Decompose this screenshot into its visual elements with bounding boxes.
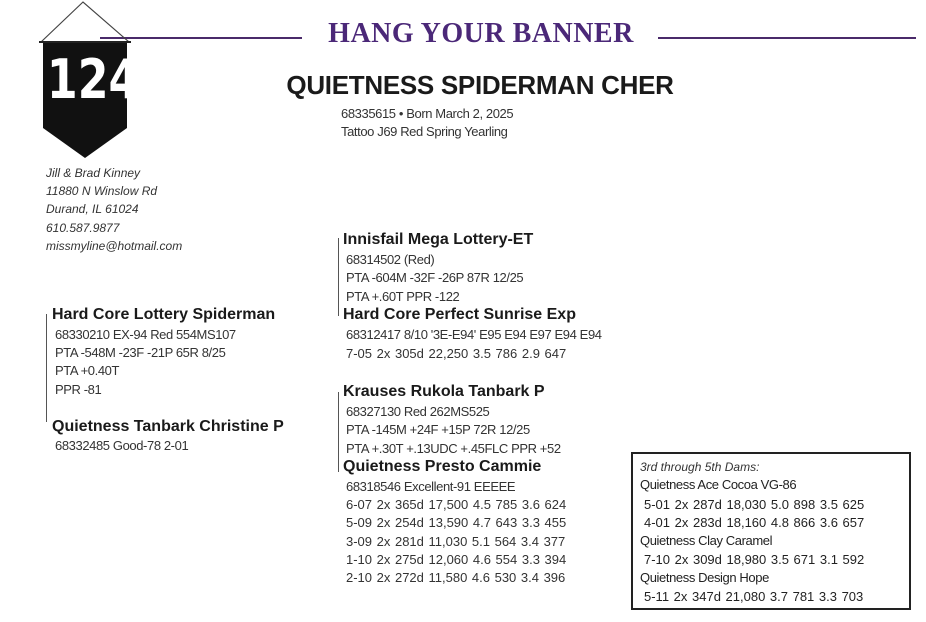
pedigree-bracket-sire bbox=[338, 238, 339, 316]
sire-line: 68330210 EX-94 Red 554MS107 bbox=[55, 327, 236, 342]
sire-line: PTA -548M -23F -21P 65R 8/25 bbox=[55, 345, 226, 360]
sire-dam-name: Hard Core Perfect Sunrise Exp bbox=[343, 306, 576, 323]
owner-street: 11880 N Winslow Rd bbox=[46, 184, 158, 198]
registration-line: 68335615 • Born March 2, 2025 bbox=[341, 106, 514, 121]
header-rule-right bbox=[658, 37, 916, 39]
lot-number: 124 bbox=[46, 48, 140, 111]
fifth-dam-record: 5-11 2x 347d 21,080 3.7 781 3.3 703 bbox=[644, 589, 864, 604]
owner-email[interactable]: missmyline@hotmail.com bbox=[46, 239, 183, 253]
dam-dam-record: 1-10 2x 275d 12,060 4.6 554 3.3 394 bbox=[346, 552, 567, 567]
fifth-dam-name: Quietness Design Hope bbox=[640, 570, 769, 585]
third-dam-record: 4-01 2x 283d 18,160 4.8 866 3.6 657 bbox=[644, 515, 865, 530]
dam-sire-name: Krauses Rukola Tanbark P bbox=[343, 383, 545, 400]
third-dam-name: Quietness Ace Cocoa VG-86 bbox=[640, 477, 797, 492]
sire-sire-line: 68314502 (Red) bbox=[346, 252, 435, 267]
dam-dam-record: 5-09 2x 254d 13,590 4.7 643 3.3 455 bbox=[346, 515, 567, 530]
owner-names: Jill & Brad Kinney bbox=[46, 166, 141, 180]
sire-dam-record: 7-05 2x 305d 22,250 3.5 786 2.9 647 bbox=[346, 346, 567, 361]
fourth-dam-record: 7-10 2x 309d 18,980 3.5 671 3.1 592 bbox=[644, 552, 865, 567]
dam-line: 68332485 Good-78 2-01 bbox=[55, 438, 189, 453]
sire-name: Hard Core Lottery Spiderman bbox=[52, 306, 276, 323]
pedigree-bracket-left bbox=[46, 314, 47, 422]
pedigree-bracket-dam bbox=[338, 392, 339, 472]
banner-title: HANG YOUR BANNER bbox=[328, 18, 634, 49]
lot-pennant bbox=[39, 0, 140, 160]
dam-name: Quietness Tanbark Christine P bbox=[52, 418, 284, 435]
sire-line: PTA +0.40T bbox=[55, 363, 120, 378]
owner-phone: 610.587.9877 bbox=[46, 221, 120, 235]
animal-name: QUIETNESS SPIDERMAN CHER bbox=[286, 70, 674, 100]
dam-sire-line: PTA +.30T +.13UDC +.45FLC PPR +52 bbox=[346, 441, 561, 456]
sire-line: PPR -81 bbox=[55, 382, 102, 397]
dam-dam-record: 6-07 2x 365d 17,500 4.5 785 3.6 624 bbox=[346, 497, 567, 512]
owner-city: Durand, IL 61024 bbox=[46, 202, 139, 216]
dam-sire-line: PTA -145M +24F +15P 72R 12/25 bbox=[346, 422, 530, 437]
sire-sire-line: PTA -604M -32F -26P 87R 12/25 bbox=[346, 270, 524, 285]
fourth-dam-name: Quietness Clay Caramel bbox=[640, 533, 773, 548]
third-dam-record: 5-01 2x 287d 18,030 5.0 898 3.5 625 bbox=[644, 497, 865, 512]
extended-dams-box bbox=[631, 452, 911, 610]
dam-sire-line: 68327130 Red 262MS525 bbox=[346, 404, 490, 419]
dam-dam-name: Quietness Presto Cammie bbox=[343, 458, 542, 475]
tattoo-line: Tattoo J69 Red Spring Yearling bbox=[341, 124, 508, 139]
dam-dam-record: 3-09 2x 281d 11,030 5.1 564 3.4 377 bbox=[346, 534, 566, 549]
dam-dam-record: 2-10 2x 272d 11,580 4.6 530 3.4 396 bbox=[346, 570, 566, 585]
dam-dam-classification: 68318546 Excellent-91 EEEEE bbox=[346, 479, 516, 494]
sire-dam-line: 68312417 8/10 '3E-E94' E95 E94 E97 E94 E94 bbox=[346, 327, 602, 342]
sire-sire-line: PTA +.60T PPR -122 bbox=[346, 289, 460, 304]
sire-sire-name: Innisfail Mega Lottery-ET bbox=[343, 231, 534, 248]
dams-box-title: 3rd through 5th Dams: bbox=[640, 460, 760, 474]
